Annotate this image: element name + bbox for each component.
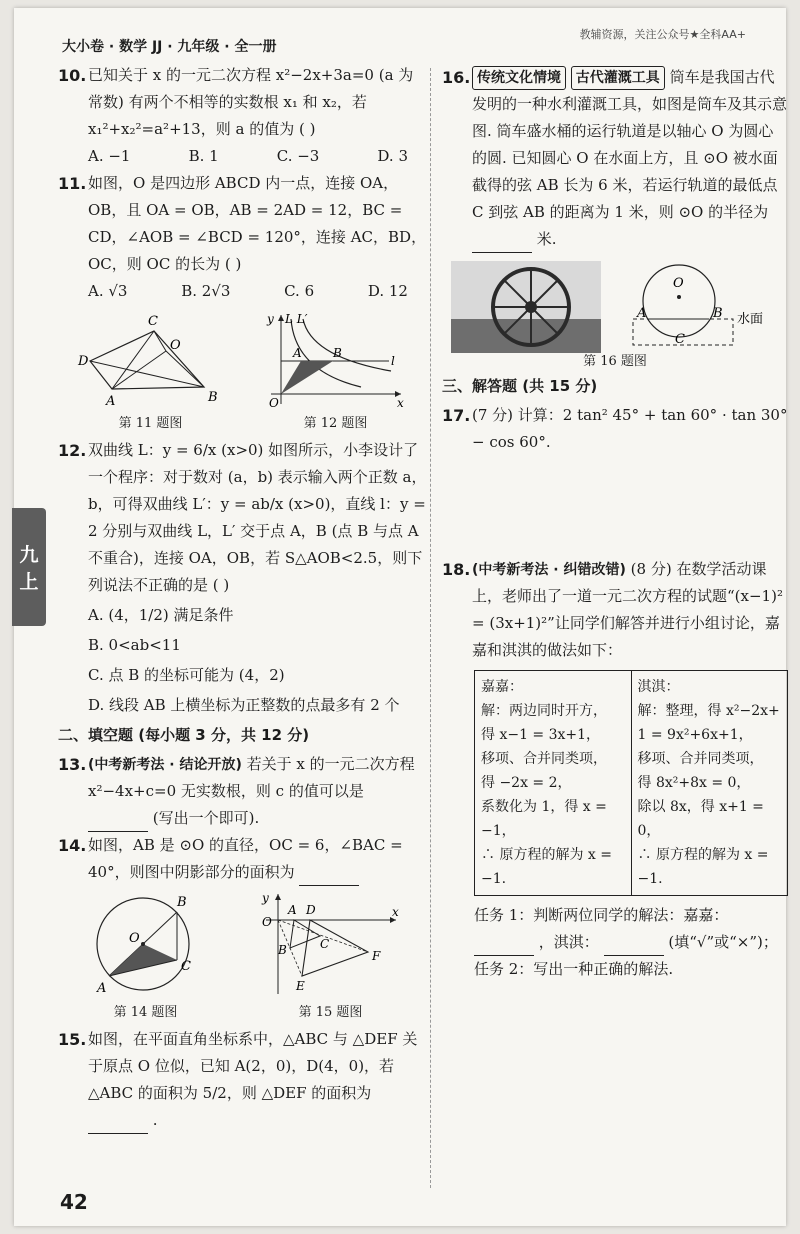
question-text: (8 分) 在数学活动课上，老师出了一道一元二次方程的试题“(x−1)² = (3x+1)²”让同学们解答并进行小组讨论，嘉嘉和淇淇的做法如下： <box>472 560 783 659</box>
page <box>14 8 786 1226</box>
answer-blank[interactable] <box>299 869 359 886</box>
jiajia-name: 嘉嘉： <box>481 679 523 695</box>
fig14-label-a: A <box>96 981 106 996</box>
question-14 <box>58 832 428 886</box>
context-tag: 传统文化情境 <box>472 66 566 90</box>
fig16-label-a: A <box>637 306 647 321</box>
question-number: 14. <box>58 836 87 855</box>
jiajia-line: 得 x−1 = 3x+1， <box>481 727 601 743</box>
question-number: 13. <box>58 755 87 774</box>
qiqi-line: 解：整理，得 x²−2x+ <box>637 703 780 719</box>
fig16-label-water: 水面 <box>737 312 764 327</box>
option-c: C. −3 <box>276 147 320 165</box>
question-suffix: 米. <box>536 230 557 248</box>
question-text: 如图，在平面直角坐标系中，△ABC 与 △DEF 关于原点 O 位似，已知 A(2，0)，D(4，0)，若 △ABC 的面积为 5/2，则 △DEF 的面积为 <box>88 1030 418 1102</box>
fig12-label-y: y <box>266 312 274 326</box>
jiajia-line: 移项、合并同类项， <box>481 751 607 767</box>
figure-12-diagram <box>261 309 411 409</box>
figure-12 <box>261 309 411 433</box>
question-18 <box>442 556 788 664</box>
qiqi-solution <box>632 671 788 895</box>
figure-15 <box>256 890 406 1022</box>
fig15-label-e: E <box>295 979 305 993</box>
options-10 <box>58 143 428 170</box>
column-divider <box>430 68 431 1188</box>
question-11 <box>58 170 428 278</box>
fig15-label-c: C <box>319 937 329 951</box>
option-c: C. 6 <box>284 282 315 300</box>
figure-11-diagram <box>76 309 226 409</box>
fig12-label-x: x <box>396 396 404 409</box>
qiqi-line: 得 8x²+8x = 0， <box>637 775 751 791</box>
task-2: 任务 2：写出一种正确的解法. <box>474 960 674 978</box>
jiajia-line: −1. <box>481 871 507 887</box>
options-11 <box>58 278 428 305</box>
question-number: 18. <box>442 560 471 579</box>
page-header-note: 教辅资源，关注公众号★全科AA+ <box>579 28 746 41</box>
side-tab-char-2: 上 <box>19 571 39 593</box>
jiajia-line: ∴ 原方程的解为 x = <box>481 847 612 863</box>
fig14-label-o: O <box>128 931 140 946</box>
answer-blank[interactable] <box>88 1117 148 1134</box>
fig12-label-ll: L L′ <box>284 312 307 326</box>
fig15-label-a: A <box>287 903 297 917</box>
jiajia-judgement-blank[interactable] <box>474 939 534 956</box>
question-text: 若关于 x 的一元二次方程 x²−4x+c=0 无实数根，则 c 的值可以是 <box>88 755 415 800</box>
question-number: 10. <box>58 66 87 85</box>
question-tag: (中考新考法 · 纠错改错) <box>472 562 626 578</box>
fig15-label-y: y <box>261 891 269 905</box>
option-a: A. −1 <box>88 147 131 165</box>
fig11-label-b: B <box>207 390 218 405</box>
page-number: 42 <box>60 1190 88 1214</box>
question-17 <box>442 402 788 456</box>
qiqi-name: 淇淇： <box>637 679 680 695</box>
question-number: 16. <box>442 68 471 87</box>
figures-11-12 <box>58 309 428 433</box>
task-1-text-a: 任务 1：判断两位同学的解法：嘉嘉： <box>474 906 729 924</box>
question-suffix: (写出一个即可). <box>152 809 260 827</box>
fig15-label-f: F <box>371 949 380 963</box>
qiqi-line: 除以 8x，得 x+1 = 0， <box>637 799 764 839</box>
question-16 <box>442 64 788 253</box>
jiajia-line: −1， <box>481 823 516 839</box>
option-b: B. 0<ab<11 <box>88 636 181 654</box>
task-1 <box>442 902 788 956</box>
question-13 <box>58 751 428 832</box>
qiqi-line: −1. <box>637 871 663 887</box>
option-d: D. 3 <box>377 147 408 165</box>
waterwheel-diagram <box>619 261 779 353</box>
question-text: 如图，O 是四边形 ABCD 内一点，连接 OA，OB，且 OA = OB，AB = 2AD = 12，BC = CD，∠AOB = ∠BCD = 120°，连接 AC，BD，OC，则 OC 的长为 ( ) <box>88 174 427 273</box>
figure-11-caption: 第 11 题图 <box>118 416 183 431</box>
option-a: A. √3 <box>88 282 128 300</box>
section-2-heading: 二、填空题 (每小题 3 分，共 12 分) <box>58 726 310 744</box>
figure-12-caption: 第 12 题图 <box>303 416 368 431</box>
question-number: 17. <box>442 406 471 425</box>
right-column <box>442 64 788 983</box>
fig11-label-o: O <box>169 338 181 353</box>
question-12 <box>58 437 428 599</box>
waterwheel-photo <box>451 261 601 353</box>
option-b: B. 2√3 <box>181 282 231 300</box>
figure-15-caption: 第 15 题图 <box>298 1005 363 1020</box>
left-column <box>58 62 428 1134</box>
question-text: (7 分) 计算：2 tan² 45° + tan 60° · tan 30° − cos 60°. <box>472 406 788 451</box>
question-text: 如图，AB 是 ⊙O 的直径，OC = 6，∠BAC = 40°，则图中阴影部分的面积为 <box>88 836 403 881</box>
question-number: 11. <box>58 174 87 193</box>
fig16-label-b: B <box>713 306 723 321</box>
question-text: 双曲线 L：y = 6/x (x>0) 如图所示，小李设计了一个程序：对于数对 (a，b) 表示输入两个正数 a，b，可得双曲线 L′：y = ab/x (x>0)，直线 l：y = 2 分别与双曲线 L，L′ 交于点 A，B (点 B 与点 A 不重合)，连接 OA，OB，若 S△AOB<2.5，则下列说法不正确的是 ( ) <box>88 441 427 594</box>
fig15-label-b: B <box>277 943 287 957</box>
qiqi-judgement-blank[interactable] <box>604 939 664 956</box>
figure-11 <box>76 309 226 433</box>
fig12-label-o: O <box>268 396 279 409</box>
fig12-label-a: A <box>292 346 302 360</box>
solutions-table <box>474 670 788 896</box>
figure-14 <box>81 890 211 1022</box>
answer-blank[interactable] <box>472 236 532 253</box>
question-15 <box>58 1026 428 1134</box>
question-number: 12. <box>58 441 87 460</box>
option-d: D. 12 <box>367 282 408 300</box>
topic-tag: 古代灌溉工具 <box>571 66 665 90</box>
question-10 <box>58 62 428 143</box>
question-suffix: . <box>152 1111 158 1129</box>
fig11-label-a: A <box>105 394 115 409</box>
figure-15-diagram <box>256 890 406 998</box>
fig14-label-c: C <box>180 959 191 974</box>
fig16-label-c: C <box>675 332 685 347</box>
question-number: 15. <box>58 1030 87 1049</box>
fig14-label-b: B <box>176 895 187 910</box>
section-3-heading: 三、解答题 (共 15 分) <box>442 377 598 395</box>
answer-blank[interactable] <box>88 815 148 832</box>
option-a: A. (4，1/2) 满足条件 <box>88 606 234 624</box>
fig12-label-b: B <box>332 346 342 360</box>
fig15-label-d: D <box>305 903 316 917</box>
figure-16-caption: 第 16 题图 <box>583 354 647 369</box>
fig15-label-x: x <box>391 905 399 919</box>
jiajia-line: 系数化为 1，得 x = <box>481 799 607 815</box>
option-d: D. 线段 AB 上横坐标为正整数的点最多有 2 个 <box>88 696 400 714</box>
side-tab-char-1: 九 <box>19 544 39 566</box>
jiajia-line: 解：两边同时开方， <box>481 703 607 719</box>
figures-14-15 <box>58 890 428 1022</box>
question-tag: (中考新考法 · 结论开放) <box>88 757 242 773</box>
qiqi-line: 移项、合并同类项， <box>637 751 764 767</box>
figure-14-diagram <box>81 890 211 998</box>
answer-space-17[interactable] <box>442 456 788 556</box>
fig11-label-c: C <box>147 314 158 329</box>
fig11-label-d: D <box>77 354 88 369</box>
question-text: 筒车是我国古代发明的一种水利灌溉工具，如图是筒车及其示意图. 筒车盛水桶的运行轨道是以轴心 O 为圆心的圆. 已知圆心 O 在水面上方，且 ⊙O 被水面截得的弦 AB 长为 6 米，若运行轨道的最低点 C 到弦 AB 的距离为 1 米，则 ⊙O 的半径为 <box>472 68 788 221</box>
task-1-text-b: ，淇淇： <box>538 933 599 951</box>
option-b: B. 1 <box>188 147 219 165</box>
grade-side-tab <box>12 508 46 626</box>
qiqi-line: ∴ 原方程的解为 x = <box>637 847 769 863</box>
fig16-label-o: O <box>673 276 684 291</box>
fig12-label-l: l <box>390 354 395 368</box>
page-header-title: 大小卷 · 数学 JJ · 九年级 · 全一册 <box>62 39 277 55</box>
option-c: C. 点 B 的坐标可能为 (4，2) <box>88 666 285 684</box>
jiajia-line: 得 −2x = 2， <box>481 775 572 791</box>
qiqi-line: 1 = 9x²+6x+1， <box>637 727 753 743</box>
figure-14-caption: 第 14 题图 <box>113 1005 178 1020</box>
figure-16 <box>442 261 788 353</box>
task-1-text-c: (填“√”或“×”)； <box>668 933 778 951</box>
jiajia-solution <box>475 671 632 895</box>
fig15-label-o: O <box>261 915 272 929</box>
question-text: 已知关于 x 的一元二次方程 x²−2x+3a=0 (a 为常数) 有两个不相等的实数根 x₁ 和 x₂，若 x₁²+x₂²=a²+13，则 a 的值为 ( ) <box>88 66 414 138</box>
